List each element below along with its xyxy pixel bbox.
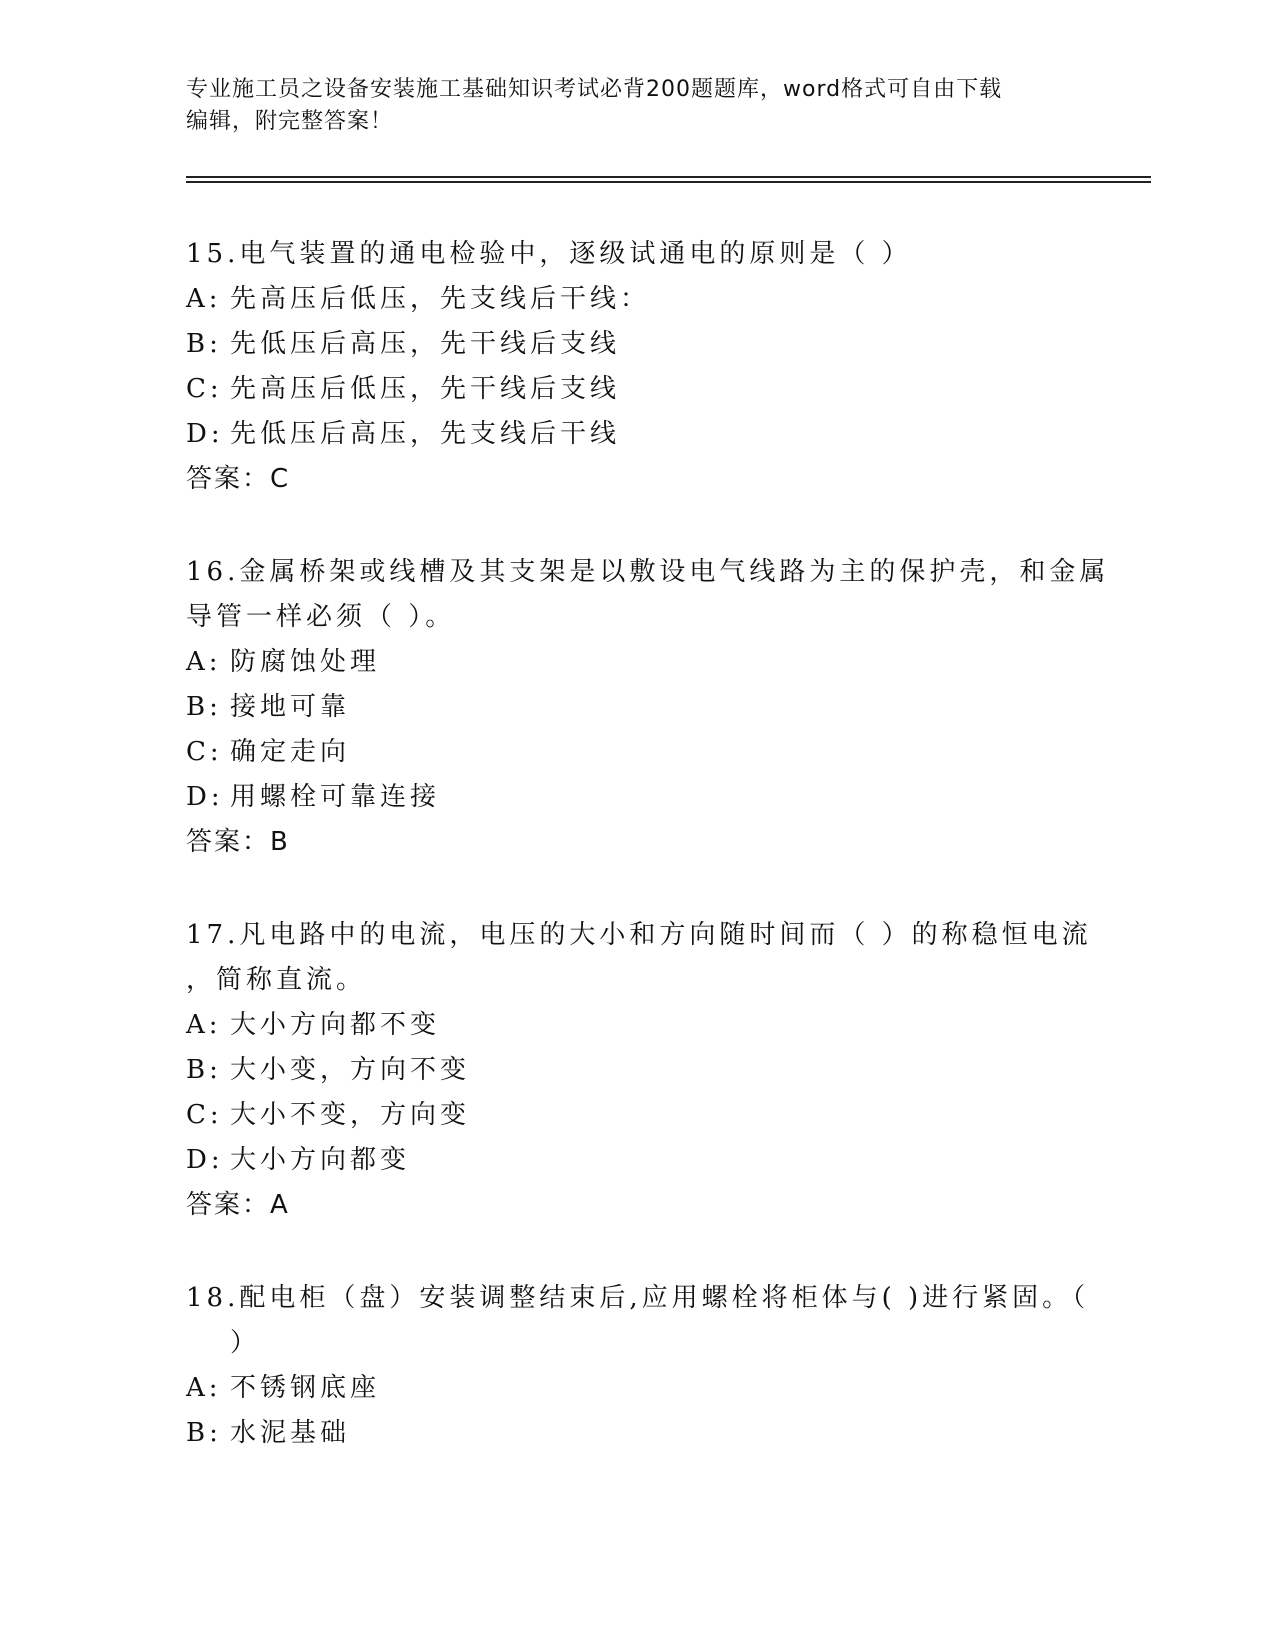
option-text: 先高压后低压，先干线后支线	[230, 374, 621, 404]
option-letter: B:	[186, 1418, 222, 1448]
option-b	[186, 1411, 1086, 1456]
option-text: 水泥基础	[230, 1418, 351, 1448]
option-text: 接地可靠	[230, 692, 351, 722]
option-text: 大小不变，方向变	[230, 1100, 471, 1130]
option-letter: B:	[186, 329, 222, 359]
question-stem: 18.配电柜（盘）安装调整结束后,应用螺栓将柜体与( )进行紧固。（	[186, 1283, 1090, 1313]
document-header	[186, 74, 1066, 138]
question-stem: 17.凡电路中的电流，电压的大小和方向随时间而（ ）的称稳恒电流	[186, 920, 1092, 950]
option-d	[186, 1138, 1086, 1183]
option-letter: A:	[186, 647, 222, 677]
header-line-2: 编辑，附完整答案！	[186, 109, 394, 134]
answer-line: 答案：A	[186, 1190, 290, 1220]
option-text: 大小变，方向不变	[230, 1055, 471, 1085]
question-15	[186, 232, 1086, 502]
header-divider-bottom	[186, 181, 1151, 183]
option-text: 用螺栓可靠连接	[230, 782, 441, 812]
question-stem-continued: 导管一样必须（ ）。	[186, 602, 456, 632]
option-b	[186, 322, 1086, 367]
option-letter: A:	[186, 284, 222, 314]
option-text: 大小方向都不变	[230, 1010, 441, 1040]
option-letter: D:	[186, 1145, 224, 1175]
option-b	[186, 685, 1086, 730]
option-c	[186, 730, 1086, 775]
header-line-1: 专业施工员之设备安装施工基础知识考试必背200题题库，word格式可自由下载	[186, 77, 1003, 102]
option-letter: A:	[186, 1010, 222, 1040]
option-letter: D:	[186, 419, 224, 449]
option-c	[186, 367, 1086, 412]
question-stem-continued: ）	[230, 1328, 261, 1358]
question-stem-continued: ，简称直流。	[186, 965, 367, 995]
option-c	[186, 1093, 1086, 1138]
option-letter: C:	[186, 737, 223, 767]
option-d	[186, 775, 1086, 820]
question-stem: 16.金属桥架或线槽及其支架是以敷设电气线路为主的保护壳，和金属	[186, 557, 1110, 587]
question-17	[186, 913, 1092, 1228]
option-a	[186, 1366, 1086, 1411]
option-text: 不锈钢底座	[230, 1373, 381, 1403]
option-letter: D:	[186, 782, 224, 812]
option-a	[186, 640, 1086, 685]
option-text: 确定走向	[230, 737, 351, 767]
answer-line: 答案：B	[186, 827, 290, 857]
option-letter: B:	[186, 1055, 222, 1085]
option-d	[186, 412, 1086, 457]
option-letter: C:	[186, 1100, 223, 1130]
option-letter: A:	[186, 1373, 222, 1403]
answer-line: 答案：C	[186, 464, 291, 494]
option-text: 先高压后低压，先支线后干线：	[230, 284, 651, 314]
option-a	[186, 1003, 1086, 1048]
option-a	[186, 277, 1086, 322]
question-18	[186, 1276, 1090, 1456]
option-letter: C:	[186, 374, 223, 404]
header-divider-top	[186, 176, 1151, 178]
question-stem: 15.电气装置的通电检验中，逐级试通电的原则是（ ）	[186, 239, 912, 269]
option-text: 先低压后高压，先干线后支线	[230, 329, 621, 359]
option-letter: B:	[186, 692, 222, 722]
question-16	[186, 550, 1110, 865]
option-text: 先低压后高压，先支线后干线	[230, 419, 621, 449]
option-text: 大小方向都变	[230, 1145, 411, 1175]
option-text: 防腐蚀处理	[230, 647, 381, 677]
option-b	[186, 1048, 1086, 1093]
